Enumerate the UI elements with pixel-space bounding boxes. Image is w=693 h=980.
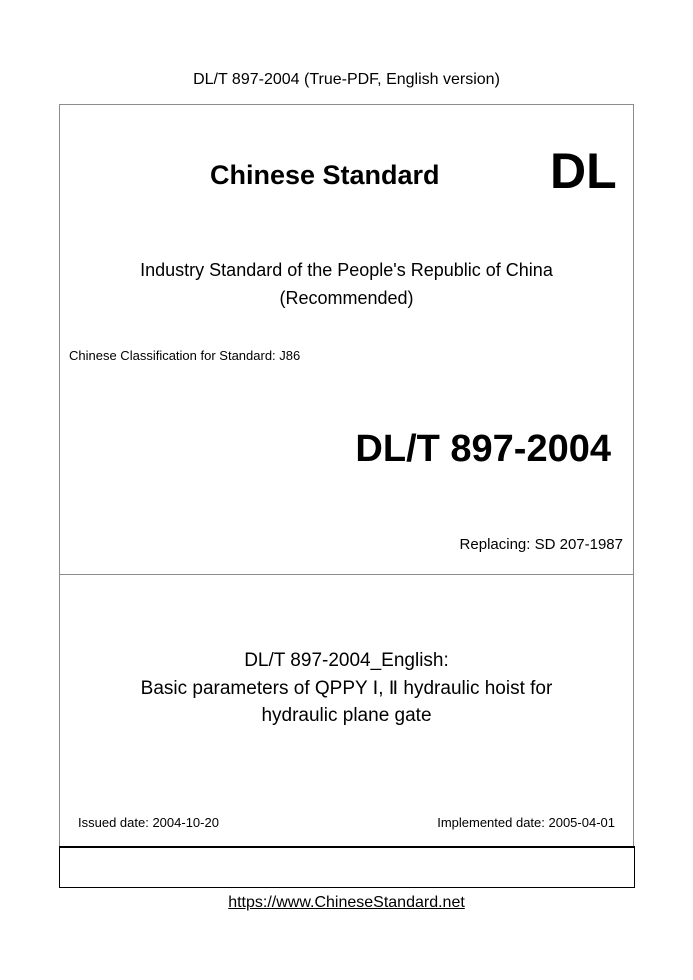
recommended-label: (Recommended): [279, 288, 414, 308]
chinese-standard-heading: Chinese Standard: [210, 160, 440, 190]
document-title-line-1: DL/T 897-2004_English:: [244, 650, 449, 671]
website-link[interactable]: https://www.ChineseStandard.net: [228, 894, 465, 911]
classification-text: Chinese Classification for Standard: J86: [69, 348, 301, 363]
document-title-line-3: hydraulic plane gate: [261, 705, 432, 726]
footer: [0, 893, 693, 913]
dl-mark: DL: [550, 143, 617, 199]
document-title-line-2: Basic parameters of QPPY Ⅰ, Ⅱ hydraulic hoist for: [140, 678, 553, 699]
page-header-title: DL/T 897-2004 (True-PDF, English version): [193, 71, 500, 88]
issued-date: Issued date: 2004-10-20: [78, 815, 219, 830]
replacing-text: Replacing: SD 207-1987: [459, 536, 623, 553]
cover-bottom-frame: [59, 846, 635, 888]
industry-standard-line: Industry Standard of the People's Republic of China: [140, 260, 553, 280]
standard-number: DL/T 897-2004: [355, 428, 611, 470]
implemented-date: Implemented date: 2005-04-01: [437, 815, 615, 830]
